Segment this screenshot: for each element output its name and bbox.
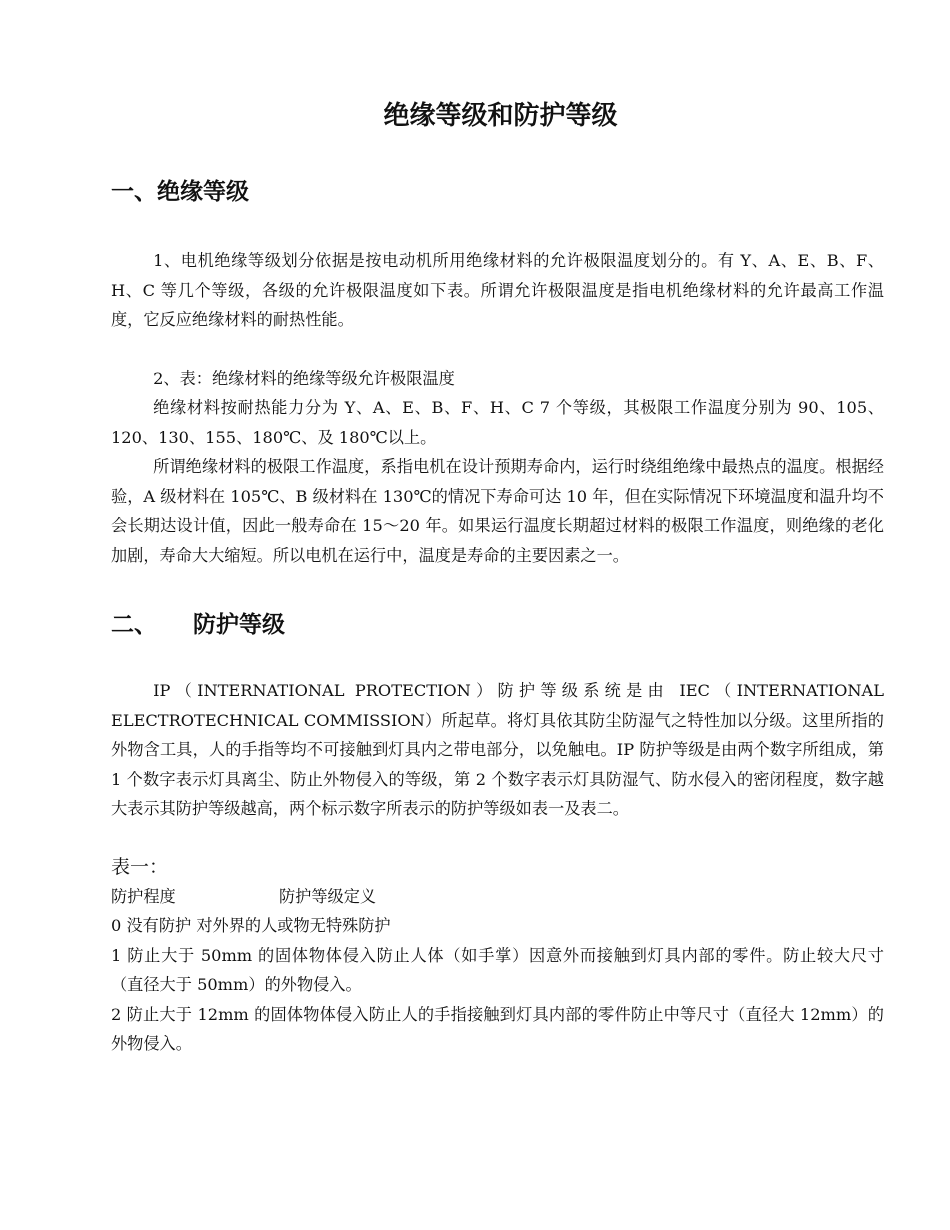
page-title: 绝缘等级和防护等级 xyxy=(383,101,618,131)
paragraph-working-temperature: 所谓绝缘材料的极限工作温度，系指电机在设计预期寿命内，运行时绕组绝缘中最热点的温度。根据经验，A 级材料在 105℃、B 级材料在 130℃的情况下寿命可达 10 年，但在实际情况下环境温度和温升均不会长期达设计值，因此一般寿命在 15～20 年。如果运行温度长期超过材料的极限工作温度，则绝缘的老化加剧，寿命大大缩短。所以电机在运行中，温度是寿命的主要因素之一。 xyxy=(111,457,884,565)
section-heading-text: 防护等级 xyxy=(193,611,285,638)
paragraph-insulation-classes: 绝缘材料按耐热能力分为 Y、A、E、B、F、H、C 7 个等级，其极限工作温度分别为 90、105、120、130、155、180℃、及 180℃以上。 xyxy=(111,398,884,447)
table-row: 1 防止大于 50mm 的固体物体侵入防止人体（如手掌）因意外而接触到灯具内部的零件。防止较大尺寸（直径大于 50mm）的外物侵入。 xyxy=(111,945,884,994)
table-title: 表一： xyxy=(111,855,169,878)
paragraph-insulation-basis: 1、电机绝缘等级划分依据是按电动机所用绝缘材料的允许极限温度划分的。有 Y、A、E、B、F、H、C 等几个等级，各级的允许极限温度如下表。所谓允许极限温度是指电机绝缘材料的允许最高工作温度，它反应绝缘材料的耐热性能。 xyxy=(111,251,884,329)
table-header-definition: 防护等级定义 xyxy=(279,886,377,906)
table-header xyxy=(111,882,884,912)
paragraph-spacer xyxy=(111,335,884,364)
table-header-degree: 防护程度 xyxy=(111,886,176,906)
paragraph-ip-rating: IP（INTERNATIONAL PROTECTION）防护等级系统是由 IEC（INTERNATIONAL ELECTROTECHNICAL COMMISSION）所起草。将灯具依其防尘防湿气之特性加以分级。这里所指的外物含工具，人的手指等均不可接触到灯具内之带电部分，以免触电。IP 防护等级是由两个数字所组成，第 1 个数字表示灯具离尘、防止外物侵入的等级，第 2 个数字表示灯具防湿气、防水侵入的密闭程度，数字越大表示其防护等级越高，两个标示数字所表示的防护等级如表一及表二。 xyxy=(111,681,884,818)
section-heading-insulation: 一、绝缘等级 xyxy=(111,178,249,205)
section-number: 二、 xyxy=(111,611,157,638)
section-heading-protection xyxy=(111,607,884,643)
table-row: 2 防止大于 12mm 的固体物体侵入防止人的手指接触到灯具内部的零件防止中等尺寸（直径大 12mm）的外物侵入。 xyxy=(111,1004,884,1053)
table-row: 0 没有防护 对外界的人或物无特殊防护 xyxy=(111,916,391,935)
paragraph-table-caption: 2、表：绝缘材料的绝缘等级允许极限温度 xyxy=(153,368,455,388)
